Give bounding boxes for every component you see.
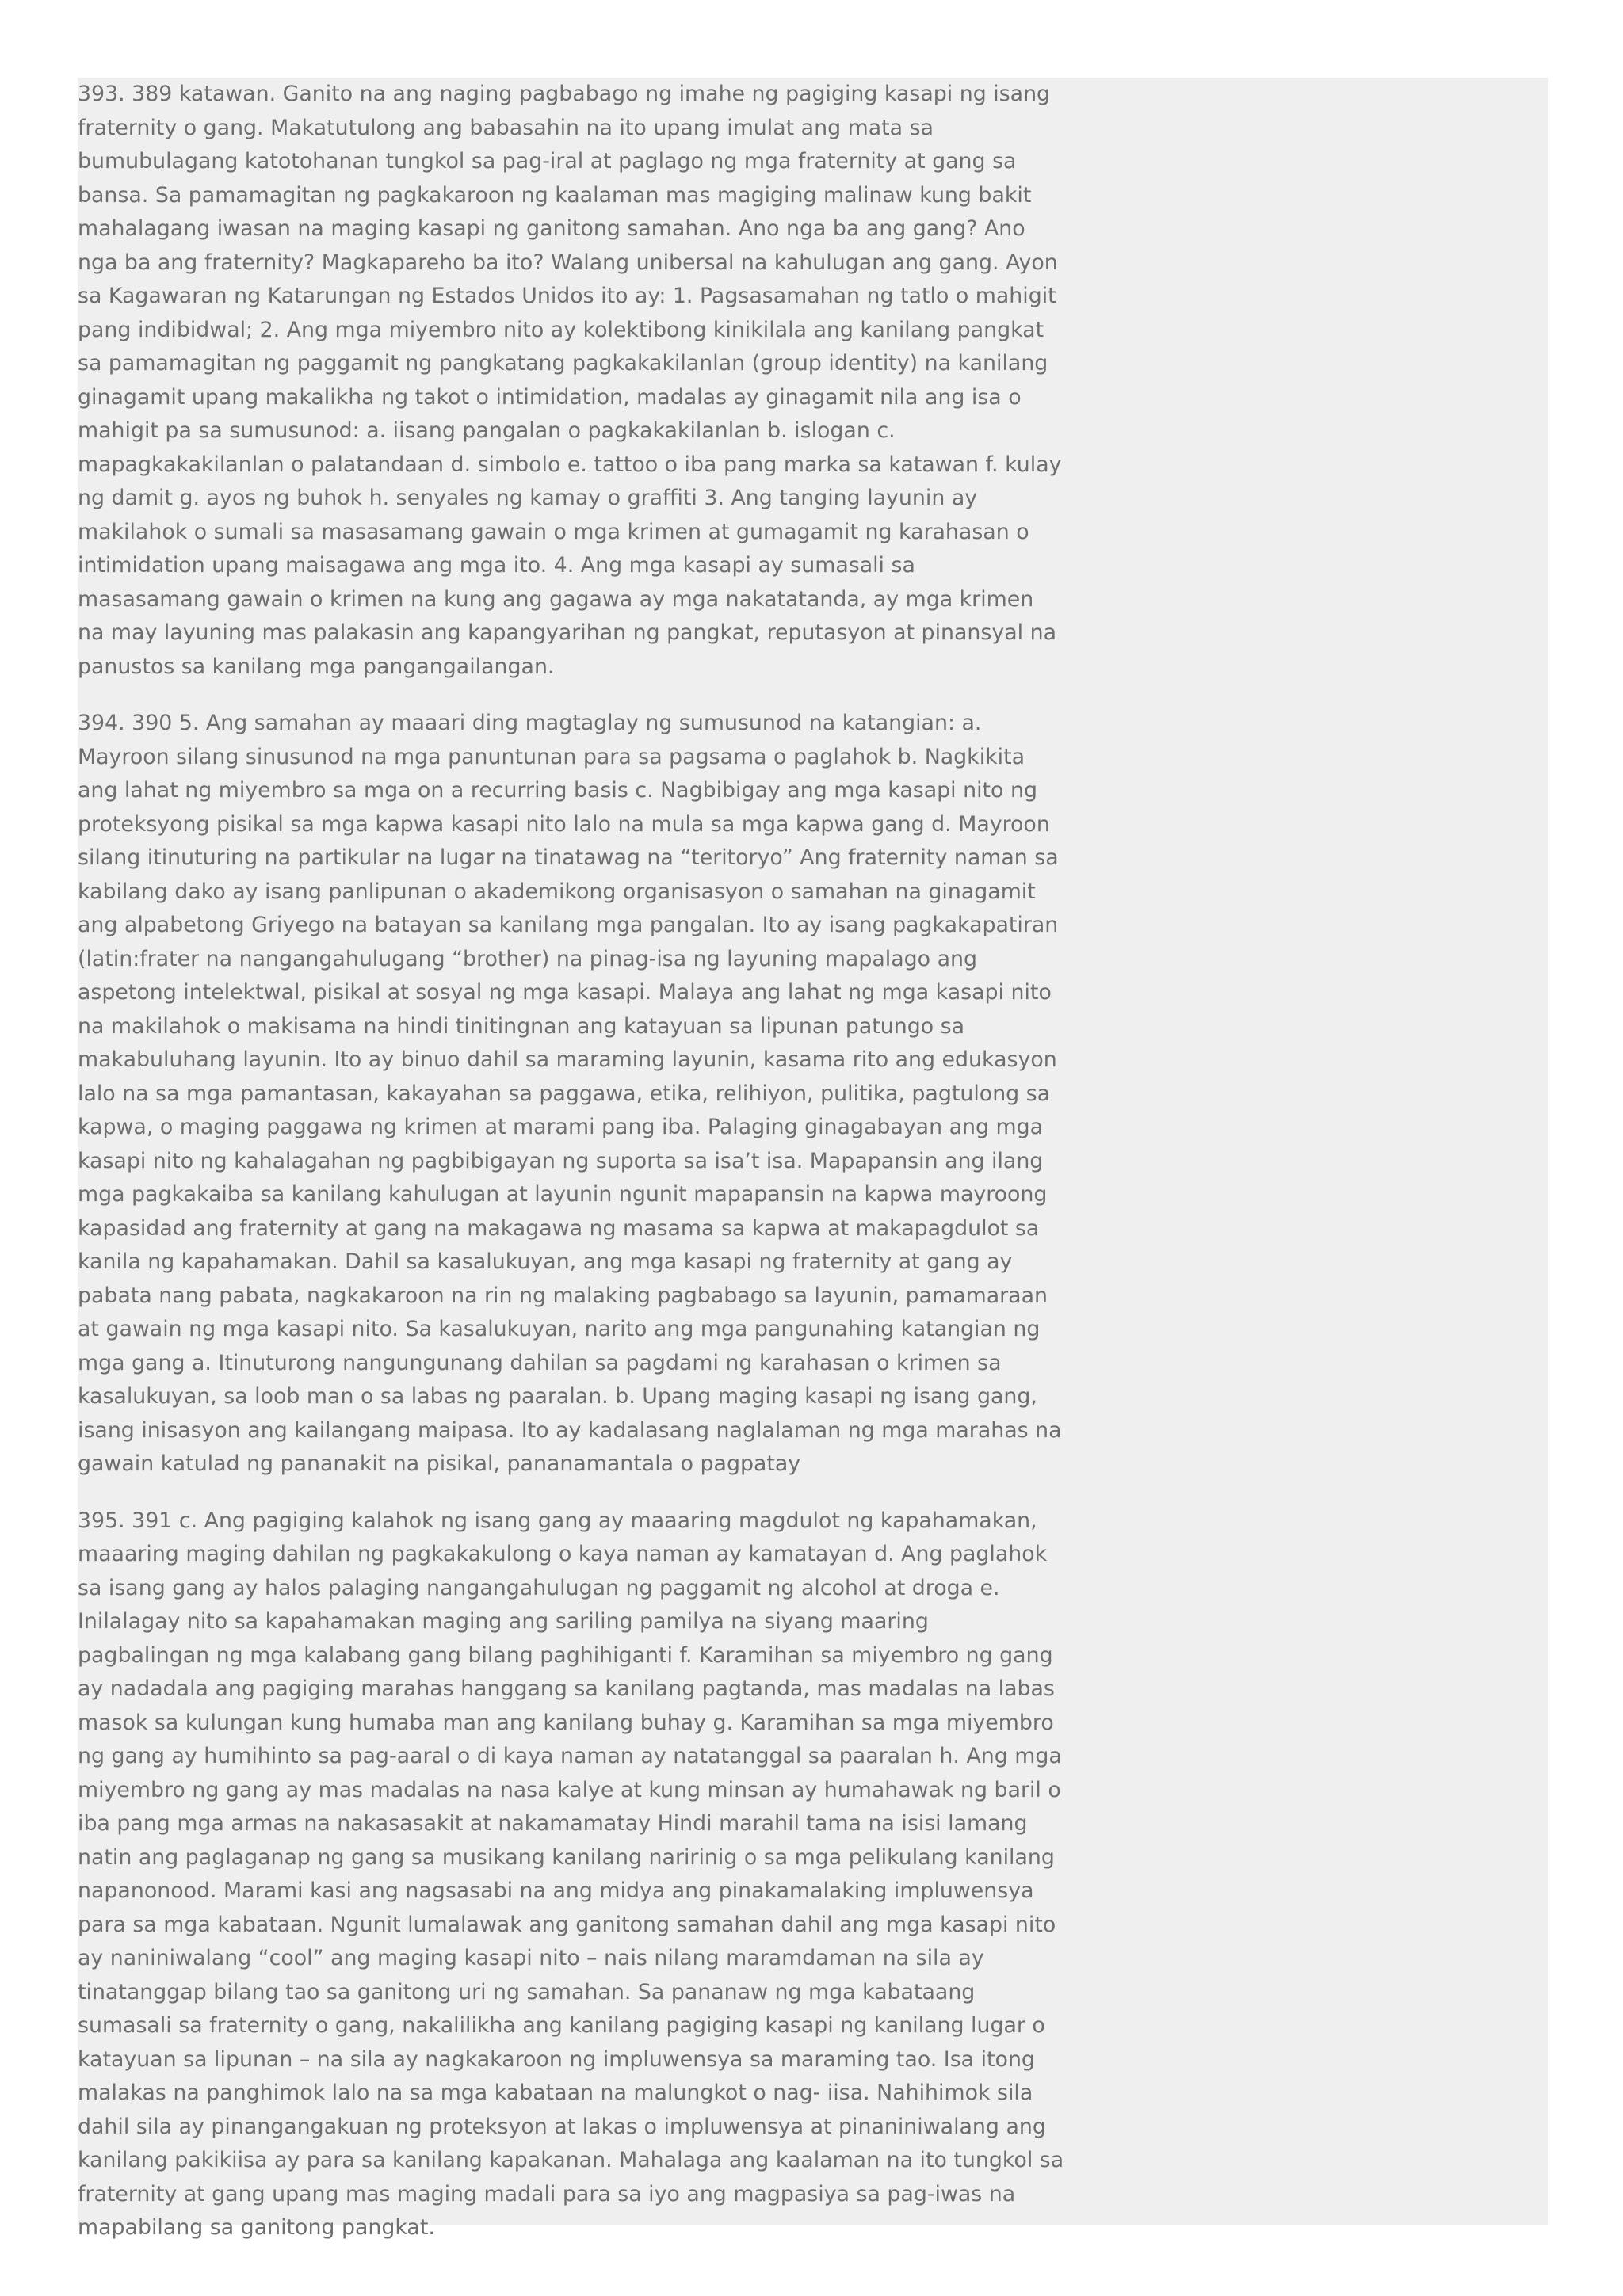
document-text-column bbox=[78, 78, 1064, 2245]
paragraph-394: 394. 390 5. Ang samahan ay maaari ding magtaglay ng sumusunod na katangian: a. Mayroon silang sinusunod na mga panuntunan para sa pagsama o paglahok b. Nagkikita ang lahat ng miyembro sa mga on a recurring basis c. Nagbibigay ang mga kasapi nito ng proteksyong pisikal sa mga kapwa kasapi nito lalo na mula sa mga kapwa gang d. Mayroon silang itinuturing na partikular na lugar na tinatawag na “teritoryo” Ang fraternity naman sa kabilang dako ay isang panlipunan o akademikong organisasyon o samahan na ginagamit ang alpabetong Griyego na batayan sa kanilang mga pangalan. Ito ay isang pagkakapatiran (latin:frater na nangangahulugang “brother) na pinag-isa ng layuning mapalago ang aspetong intelektwal, pisikal at sosyal ng mga kasapi. Malaya ang lahat ng mga kasapi nito na makilahok o makisama na hindi tinitingnan ang katayuan sa lipunan patungo sa makabuluhang layunin. Ito ay binuo dahil sa maraming layunin, kasama rito ang edukasyon lalo na sa mga pamantasan, kakayahan sa paggawa, etika, relihiyon, pulitika, pagtulong sa kapwa, o maging paggawa ng krimen at marami pang iba. Palaging ginagabayan ang mga kasapi nito ng kahalagahan ng pagbibigayan ng suporta sa isa’t isa. Mapapansin ang ilang mga pagkakaiba sa kanilang kahulugan at layunin ngunit mapapansin na kapwa mayroong kapasidad ang fraternity at gang na makagawa ng masama sa kapwa at makapagdulot sa kanila ng kapahamakan. Dahil sa kasalukuyan, ang mga kasapi ng fraternity at gang ay pabata nang pabata, nagkakaroon na rin ng malaking pagbabago sa layunin, pamamaraan at gawain ng mga kasapi nito. Sa kasalukuyan, narito ang mga pangunahing katangian ng mga gang a. Itinuturong nangungunang dahilan sa pagdami ng karahasan o krimen sa kasalukuyan, sa loob man o sa labas ng paaralan. b. Upang maging kasapi ng isang gang, isang inisasyon ang kailangang maipasa. Ito ay kadalasang naglalaman ng mga marahas na gawain katulad ng pananakit na pisikal, pananamantala o pagpatay bbox=[78, 711, 1062, 1476]
document-page bbox=[78, 78, 1548, 2240]
paragraph-395: 395. 391 c. Ang pagiging kalahok ng isang gang ay maaaring magdulot ng kapahamakan, maaaring maging dahilan ng pagkakakulong o kaya naman ay kamatayan d. Ang paglahok sa isang gang ay halos palaging nangangahulugan ng paggamit ng alcohol at droga e. Inilalagay nito sa kapahamakan maging ang sariling pamilya na siyang maaring pagbalingan ng mga kalabang gang bilang paghihiganti f. Karamihan sa miyembro ng gang ay nadadala ang pagiging marahas hanggang sa kanilang pagtanda, mas madalas na labas masok sa kulungan kung humaba man ang kanilang buhay g. Karamihan sa mga miyembro ng gang ay humihinto sa pag-aaral o di kaya naman ay natatanggal sa paaralan h. Ang mga miyembro ng gang ay mas madalas na nasa kalye at kung minsan ay humahawak ng baril o iba pang mga armas na nakasasakit at nakamamatay Hindi marahil tama na isisi lamang natin ang paglaganap ng gang sa musikang kanilang naririnig o sa mga pelikulang kanilang napanonood. Marami kasi ang nagsasabi na ang midya ang pinakamalaking impluwensya para sa mga kabataan. Ngunit lumalawak ang ganitong samahan dahil ang mga kasapi nito ay naniniwalang “cool” ang maging kasapi nito – nais nilang maramdaman na sila ay tinatanggap bilang tao sa ganitong uri ng samahan. Sa pananaw ng mga kabataang sumasali sa fraternity o gang, nakalilikha ang kanilang pagiging kasapi ng kanilang lugar o katayuan sa lipunan – na sila ay nagkakaroon ng impluwensya sa maraming tao. Isa itong malakas na panghimok lalo na sa mga kabataan na malungkot o nag- iisa. Nahihimok sila dahil sila ay pinangangakuan ng proteksyon at lakas o impluwensya at pinaniniwalang ang kanilang pakikiisa ay para sa kanilang kapakanan. Mahalaga ang kaalaman na ito tungkol sa fraternity at gang upang mas maging madali para sa iyo ang magpasiya sa pag-iwas na mapabilang sa ganitong pangkat. bbox=[78, 1508, 1064, 2240]
paragraph-393: 393. 389 katawan. Ganito na ang naging pagbabago ng imahe ng pagiging kasapi ng isang fraternity o gang. Makatutulong ang babasahin na ito upang imulat ang mata sa bumubulagang katotohanan tungkol sa pag-iral at paglago ng mga fraternity at gang sa bansa. Sa pamamagitan ng pagkakaroon ng kaalaman mas magiging malinaw kung bakit mahalagang iwasan na maging kasapi ng ganitong samahan. Ano nga ba ang gang? Ano nga ba ang fraternity? Magkapareho ba ito? Walang unibersal na kahulugan ang gang. Ayon sa Kagawaran ng Katarungan ng Estados Unidos ito ay: 1. Pagsasamahan ng tatlo o mahigit pang indibidwal; 2. Ang mga miyembro nito ay kolektibong kinikilala ang kanilang pangkat sa pamamagitan ng paggamit ng pangkatang pagkakakilanlan (group identity) na kanilang ginagamit upang makalikha ng takot o intimidation, madalas ay ginagamit nila ang isa o mahigit pa sa sumusunod: a. iisang pangalan o pagkakakilanlan b. islogan c. mapagkakakilanlan o palatandaan d. simbolo e. tattoo o iba pang marka sa katawan f. kulay ng damit g. ayos ng buhok h. senyales ng kamay o graffiti 3. Ang tanging layunin ay makilahok o sumali sa masasamang gawain o mga krimen at gumagamit ng karahasan o intimidation upang maisagawa ang mga ito. 4. Ang mga kasapi ay sumasali sa masasamang gawain o krimen na kung ang gagawa ay mga nakatatanda, ay mga krimen na may layuning mas palakasin ang kapangyarihan ng pangkat, reputasyon at pinansyal na panustos sa kanilang mga pangangailangan. bbox=[78, 82, 1062, 679]
